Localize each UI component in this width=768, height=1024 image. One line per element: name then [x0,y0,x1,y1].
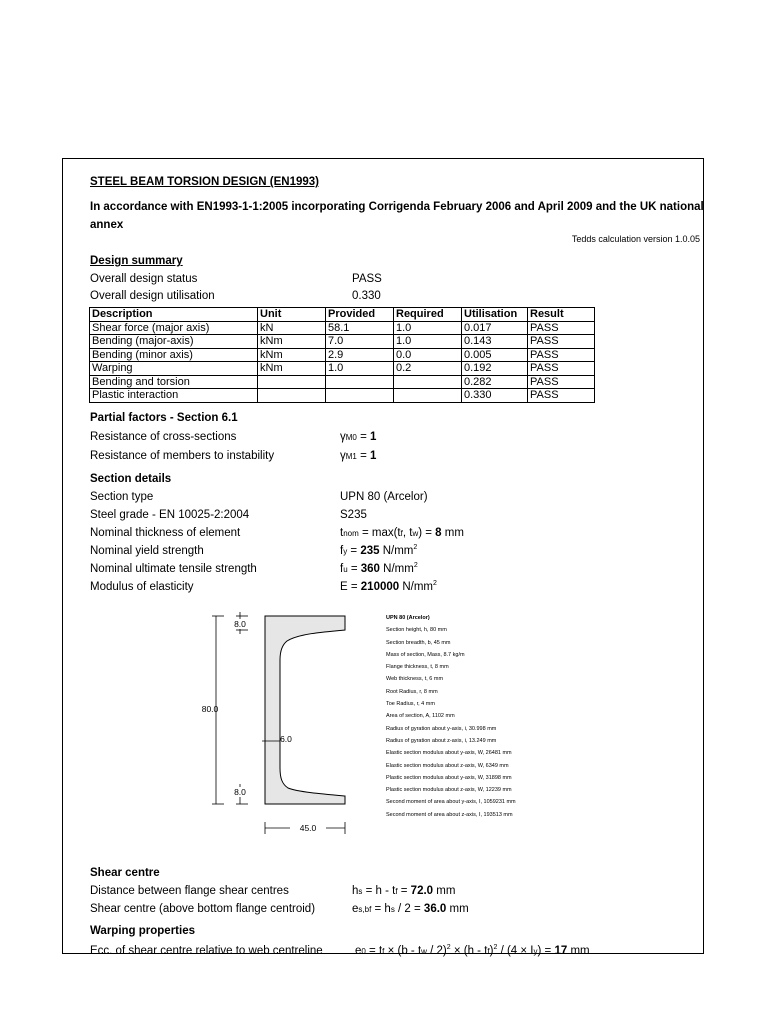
summary-table [89,307,595,403]
table-cell [394,375,462,389]
status-label: Overall design status [90,273,198,285]
pf-value-m1 [340,450,376,462]
text: E = [340,581,361,593]
superscript: 2 [413,544,418,552]
flange-distance-number: 72.0 [410,885,434,897]
table-cell: 58.1 [326,321,394,335]
yield-number: 235 [360,545,380,557]
table-cell: Warping [90,362,258,376]
section-properties-list [386,612,516,821]
list-item: Radius of gyration about z-axis, i, 13.249 mm [386,737,497,744]
warping-heading: Warping properties [90,925,195,937]
table-row [90,348,595,362]
table-cell [326,375,394,389]
utilisation-value: 0.330 [352,290,381,302]
thickness-value [340,527,464,539]
eccentricity-value [355,945,590,957]
col-header: Unit [258,308,326,322]
thickness-label: Nominal thickness of element [90,527,241,539]
col-header: Description [90,308,258,322]
table-cell: 1.0 [326,362,394,376]
gamma-symbol: γ [340,450,346,462]
equals: = [347,545,361,557]
utilisation-label: Overall design utilisation [90,290,215,302]
unit: N/mm [399,581,434,593]
table-cell: 0.143 [462,335,528,349]
table-cell: kNm [258,335,326,349]
dim-height-label: 80.0 [201,704,219,714]
list-item: Root Radius, r, 8 mm [386,688,438,695]
tensile-value [340,563,418,575]
table-cell: PASS [528,389,595,403]
modulus-number: 210000 [360,581,400,593]
subscript: s,bf [358,905,372,914]
text: ) = [537,945,555,957]
superscript: 2 [446,944,451,952]
text: = h [371,903,391,915]
list-item: Area of section, A, 1102 mm [386,713,455,720]
table-cell [258,389,326,403]
dim-bottom-label: 8.0 [234,787,246,797]
text: = t [365,945,383,957]
table-cell: PASS [528,348,595,362]
table-cell: PASS [528,321,595,335]
list-item: Second moment of area about z-axis, I, 193513 mm [386,811,513,818]
eccentricity-number: 17 [554,945,568,957]
subscript: M1 [345,452,357,461]
table-row [90,375,595,389]
subscript: y [533,947,538,956]
intro-text: In accordance with EN1993-1-1:2005 incorporating Corrigenda February 2006 and April 2009 and the UK national annex [90,201,704,231]
table-cell: 0.192 [462,362,528,376]
text: / 2) [426,945,447,957]
table-cell: PASS [528,335,595,349]
e: e [355,945,362,957]
dim-width-label: 45.0 [299,823,317,833]
t: t [340,527,344,539]
subscript: f [395,887,398,896]
table-cell: 0.005 [462,348,528,362]
equals: = [347,563,361,575]
table-cell [394,389,462,403]
subscript: nom [343,529,359,538]
text: × (b - t [384,945,422,957]
shear-centre-value [352,903,469,915]
subscript: w [421,947,427,956]
summary-header-row [90,308,595,322]
col-header: Result [528,308,595,322]
list-item: Toe Radius, r, 4 mm [386,701,435,708]
table-cell: 1.0 [394,321,462,335]
shear-centre-number: 36.0 [423,903,447,915]
unit: mm [567,945,590,957]
tensile-number: 360 [360,563,380,575]
col-header: Provided [326,308,394,322]
superscript: 2 [413,562,418,570]
list-item: Radius of gyration about y-axis, i, 30.998 mm [386,725,497,732]
text: , t [402,527,413,539]
text: × (h - t [450,945,488,957]
list-item: Mass of section, Mass, 8.7 kg/m [386,651,465,658]
col-header: Required [394,308,462,322]
pf-m0-number: 1 [369,431,377,443]
thickness-number: 8 [435,527,442,539]
text: = h - t [362,885,396,897]
yield-value [340,545,417,557]
pf-label-instability: Resistance of members to instability [90,450,275,462]
table-cell: 0.282 [462,375,528,389]
table-cell: PASS [528,375,595,389]
table-cell: kNm [258,362,326,376]
section-details-heading: Section details [90,473,172,485]
table-cell: Plastic interaction [90,389,258,403]
design-summary-heading: Design summary [90,255,183,267]
shear-centre-label: Shear centre (above bottom flange centroid) [90,903,316,915]
table-cell: Bending (major-axis) [90,335,258,349]
table-cell: 2.9 [326,348,394,362]
list-item: Flange thickness, t, 8 mm [386,664,449,671]
modulus-value [340,581,437,593]
subscript: s [390,905,395,914]
subscript: 0 [361,947,366,956]
table-cell: Bending (minor axis) [90,348,258,362]
table-cell [258,375,326,389]
subscript: u [343,565,348,574]
properties-title: UPN 80 (Arcelor) [386,615,430,621]
document-title: STEEL BEAM TORSION DESIGN (EN1993) [90,176,319,188]
text: ) [489,945,494,957]
unit: mm [441,527,464,539]
equals: = [356,450,370,462]
col-header: Utilisation [462,308,528,322]
list-item: Plastic section modulus about z-axis, W, 12239 mm [386,787,512,794]
yield-label: Nominal yield strength [90,545,204,557]
table-cell: 0.2 [394,362,462,376]
table-cell: Bending and torsion [90,375,258,389]
table-cell: Shear force (major axis) [90,321,258,335]
flange-distance-value [352,885,455,897]
table-cell: 0.330 [462,389,528,403]
table-cell: PASS [528,362,595,376]
list-item: Elastic section modulus about z-axis, W, 6349 mm [386,762,509,769]
steel-grade-label: Steel grade - EN 10025-2:2004 [90,509,250,521]
list-item: Section height, h, 80 mm [386,627,447,634]
section-type-label: Section type [90,491,154,503]
subscript: f [487,947,490,956]
table-row [90,389,595,403]
table-cell [326,389,394,403]
unit: N/mm [379,545,414,557]
f: f [340,545,344,557]
unit: N/mm [379,563,414,575]
pf-label-cross-sections: Resistance of cross-sections [90,431,237,443]
unit: mm [433,885,456,897]
pf-value-m0 [340,431,376,443]
table-cell: 7.0 [326,335,394,349]
f: f [340,563,344,575]
gamma-symbol: γ [340,431,346,443]
list-item: Section breadth, b, 45 mm [386,639,451,646]
unit: mm [446,903,469,915]
pf-m1-number: 1 [369,450,377,462]
table-cell: kNm [258,348,326,362]
channel-section-diagram [200,608,380,838]
h: h [352,885,359,897]
equals: = [397,885,411,897]
subscript: f [382,947,385,956]
list-item: Second moment of area about y-axis, I, 1059231 mm [386,799,516,806]
subscript: s [358,887,363,896]
status-value: PASS [352,273,382,285]
subscript: f [400,529,403,538]
table-row [90,321,595,335]
text: / (4 × I [497,945,534,957]
table-cell: 0.017 [462,321,528,335]
list-item: Web thickness, t, 6 mm [386,676,444,683]
table-cell: 0.0 [394,348,462,362]
text: / 2 = [394,903,424,915]
table-row [90,362,595,376]
partial-factors-heading: Partial factors - Section 6.1 [90,412,238,424]
modulus-label: Modulus of elasticity [90,581,194,593]
section-type-value: UPN 80 (Arcelor) [340,491,428,503]
tensile-label: Nominal ultimate tensile strength [90,563,257,575]
subscript: y [343,547,348,556]
table-row [90,335,595,349]
e: e [352,903,359,915]
eccentricity-label: Ecc. of shear centre relative to web centreline [90,945,323,957]
text: = max(t [358,527,401,539]
table-cell: kN [258,321,326,335]
list-item: Elastic section modulus about y-axis, W, 26481 mm [386,750,512,757]
list-item: Plastic section modulus about y-axis, W, 31898 mm [386,774,512,781]
superscript: 2 [433,580,437,588]
version-text: Tedds calculation version 1.0.05 [571,234,700,244]
table-cell: 1.0 [394,335,462,349]
subscript: w [412,529,419,538]
steel-grade-value: S235 [340,509,367,521]
shear-centre-heading: Shear centre [90,867,160,879]
text: ) = [418,527,436,539]
dim-web-label: 6.0 [280,734,292,744]
dim-top-label: 8.0 [234,619,246,629]
superscript: 2 [493,944,498,952]
subscript: M0 [345,433,357,442]
channel-profile [265,616,345,804]
flange-distance-label: Distance between flange shear centres [90,885,289,897]
equals: = [356,431,370,443]
